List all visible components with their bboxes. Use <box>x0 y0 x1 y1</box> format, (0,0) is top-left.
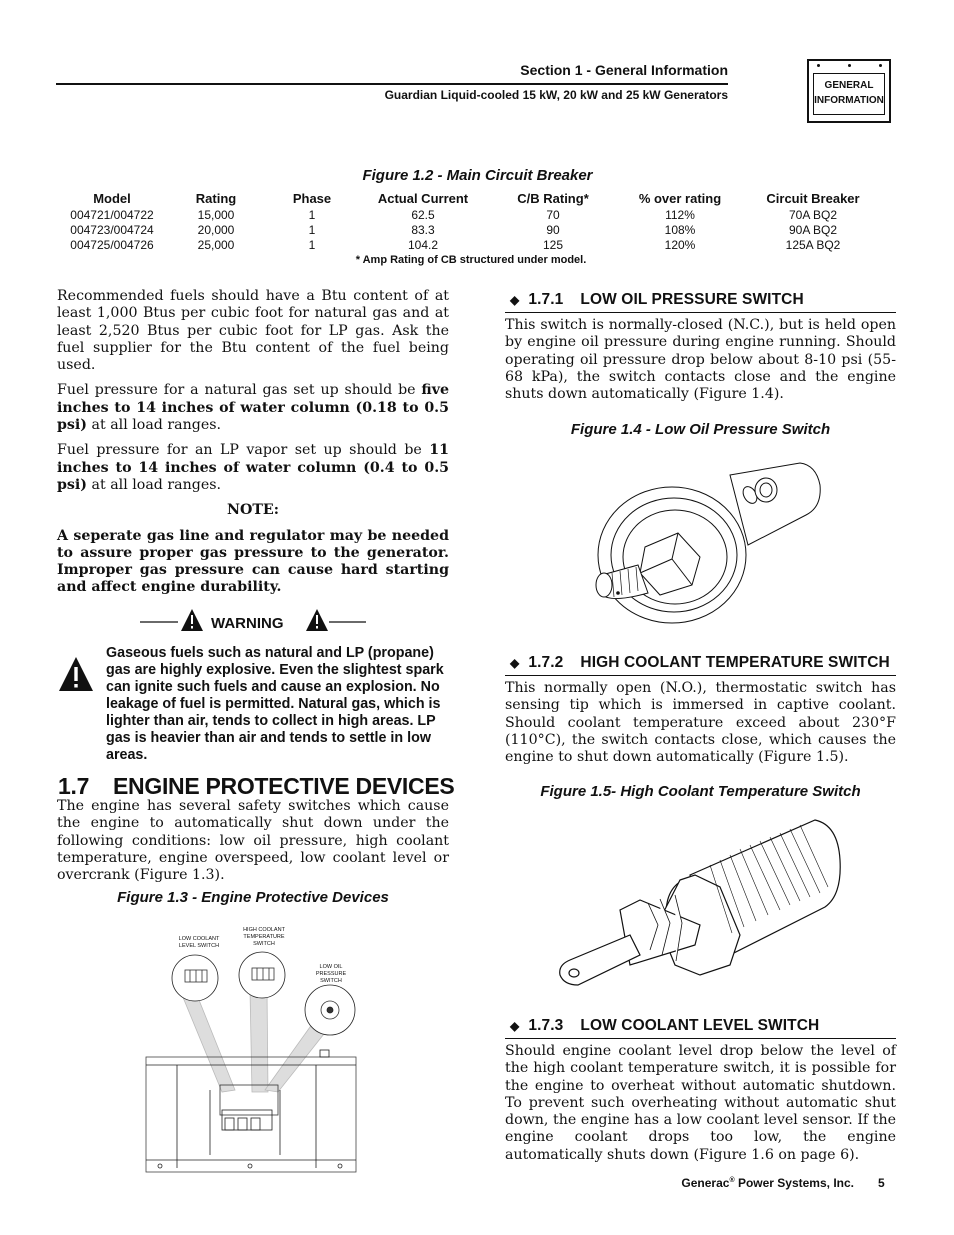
table-cell: 70 <box>546 208 560 222</box>
table-cell: 90A BQ2 <box>788 223 838 237</box>
note-body: A seperate gas line and regulator may be needed to assure proper gas pressure to the generator. Improper gas pressure can cause hard starting and affect engine durability. <box>57 527 449 596</box>
table-cell: 25,000 <box>197 238 235 252</box>
table-cell: 112% <box>665 208 695 222</box>
tab-dot <box>848 64 851 67</box>
table-cell: 104.2 <box>407 238 439 252</box>
figure-1-5-caption: Figure 1.5- High Coolant Temperature Switch <box>540 783 861 800</box>
table-cell: 70A BQ2 <box>788 208 838 222</box>
table-cell: 125A BQ2 <box>785 238 841 252</box>
column-header: Actual Current <box>377 191 469 206</box>
table-cell: 1 <box>308 208 316 222</box>
table-cell: 1 <box>308 238 316 252</box>
table-cell: 20,000 <box>197 223 235 237</box>
table-cell: 120% <box>664 238 696 252</box>
table-footnote: * Amp Rating of CB structured under model. <box>355 254 587 266</box>
section-tab <box>807 59 891 123</box>
section-1-7-body: The engine has several safety switches which cause the engine to automatically shut down under the following conditions: low oil pressure, high coolant temperature, engine overspeed, low coolant level or overcrank (Figure 1.3). <box>57 798 449 884</box>
table-cell: 62.5 <box>411 208 435 222</box>
paragraph: Fuel pressure for an LP vapor set up should be 11 inches to 14 inches of water column (0.4 to 0.5 psi) at all load ranges. <box>57 442 449 493</box>
circuit-breaker-table <box>56 191 886 253</box>
section-1-7-2-body: This normally open (N.O.), thermostatic switch has sensing tip which is immersed in captive coolant. Should coolant temperature exceed about 230°F (110°C), the switch contacts close, which causes the engine to shut down automatically (Figure 1.5). <box>505 680 896 766</box>
low-oil-pressure-switch-illustration <box>590 455 840 630</box>
table-cell: 004725/004726 <box>70 238 154 252</box>
label-high-coolant: HIGH COOLANT <box>243 927 285 933</box>
high-coolant-temperature-switch-illustration <box>550 815 850 1000</box>
paragraph: Fuel pressure for a natural gas set up should be five inches to 14 inches of water column (0.18 to 0.5 psi) at all load ranges. <box>57 382 449 434</box>
section-1-7-3-body: Should engine coolant level drop below the level of the high coolant temperature switch, it is possible for the engine to overheat without automatic shutdown. To prevent such overheating without automatic shut down, the engine has a low coolant level sensor. If the engine coolant drops too low, the engine automatically shuts down (Figure 1.6 on page 6). <box>505 1043 896 1163</box>
section-1-7-2-heading: ◆ 1.7.2 HIGH COOLANT TEMPERATURE SWITCH <box>510 654 890 671</box>
table-header-row <box>56 191 886 208</box>
heading-rule <box>505 1038 896 1039</box>
label-switch: SWITCH <box>320 978 342 984</box>
table-row <box>56 238 886 253</box>
column-header: Rating <box>195 191 237 206</box>
table-cell: 15,000 <box>197 208 235 222</box>
section-1-7-1-heading: ◆ 1.7.1 LOW OIL PRESSURE SWITCH <box>510 291 804 308</box>
figure-1-2-caption: Figure 1.2 - Main Circuit Breaker <box>362 167 593 184</box>
column-header: Model <box>93 191 131 206</box>
footer-company: Generac® Power Systems, Inc. <box>681 1176 854 1190</box>
column-header: C/B Rating* <box>517 191 589 206</box>
heading-rule <box>505 312 896 313</box>
warning-label: WARNING <box>211 615 284 632</box>
header-rule <box>56 83 728 85</box>
label-pressure: PRESSURE <box>315 971 347 977</box>
warning-text: Gaseous fuels such as natural and LP (propane) gas are highly explosive. Even the slightest spark can ignite such fuels and cause an explosion. No leakage of fuel is permitted. Natural gas, which is lighter than air, tends to collect in high areas. LP gas is heavier than air and tends to settle in low areas. <box>106 645 444 763</box>
table-cell: 004723/004724 <box>70 223 154 237</box>
column-header: Phase <box>292 191 332 206</box>
tab-label: GENERAL INFORMATION <box>813 73 885 115</box>
section-1-7-3-heading: ◆ 1.7.3 LOW COOLANT LEVEL SWITCH <box>510 1017 820 1034</box>
warning-triangle-icon <box>58 656 94 692</box>
section-1-7-heading: 1.7 ENGINE PROTECTIVE DEVICES <box>58 773 455 799</box>
table-cell: 125 <box>542 238 564 252</box>
label-level-switch: LEVEL SWITCH <box>178 943 220 949</box>
figure-1-3-caption: Figure 1.3 - Engine Protective Devices <box>117 889 389 906</box>
document-subtitle: Guardian Liquid-cooled 15 kW, 20 kW and 25 kW Generators <box>384 88 728 102</box>
table-cell: 1 <box>308 223 316 237</box>
table-cell: 83.3 <box>411 223 435 237</box>
tab-dot <box>879 64 882 67</box>
column-header: Circuit Breaker <box>766 191 860 206</box>
label-low-coolant: LOW COOLANT <box>178 936 220 942</box>
engine-protective-devices-illustration <box>140 920 360 1175</box>
label-switch: SWITCH <box>253 941 275 947</box>
figure-1-4-caption: Figure 1.4 - Low Oil Pressure Switch <box>570 421 831 438</box>
section-1-7-1-body: This switch is normally-closed (N.C.), but is held open by engine oil pressure during engine running. Should operating oil pressure drop below about 8-10 psi (55-68 kPa), the switch contacts close and the engine shuts down automatically (Figure 1.4). <box>505 317 896 403</box>
table-row <box>56 208 886 223</box>
table-cell: 004721/004722 <box>70 208 154 222</box>
table-cell: 108% <box>664 223 696 237</box>
tab-dot <box>817 64 820 67</box>
column-header: % over rating <box>638 191 722 206</box>
label-low-oil: LOW OIL <box>319 964 343 970</box>
heading-rule <box>505 675 896 676</box>
section-header: Section 1 - General Information <box>520 62 728 78</box>
table-row <box>56 223 886 238</box>
note-heading: NOTE: <box>227 502 279 519</box>
table-cell: 90 <box>546 223 560 237</box>
page-number: 5 <box>878 1176 885 1190</box>
label-temperature: TEMPERATURE <box>243 934 285 940</box>
paragraph: Recommended fuels should have a Btu content of at least 1,000 Btus per cubic foot for natural gas and at least 2,520 Btus per cubic foot for LP gas. Ask the fuel supplier for the Btu content of the fuel being used. <box>57 288 449 374</box>
fuel-text-block <box>57 288 449 605</box>
